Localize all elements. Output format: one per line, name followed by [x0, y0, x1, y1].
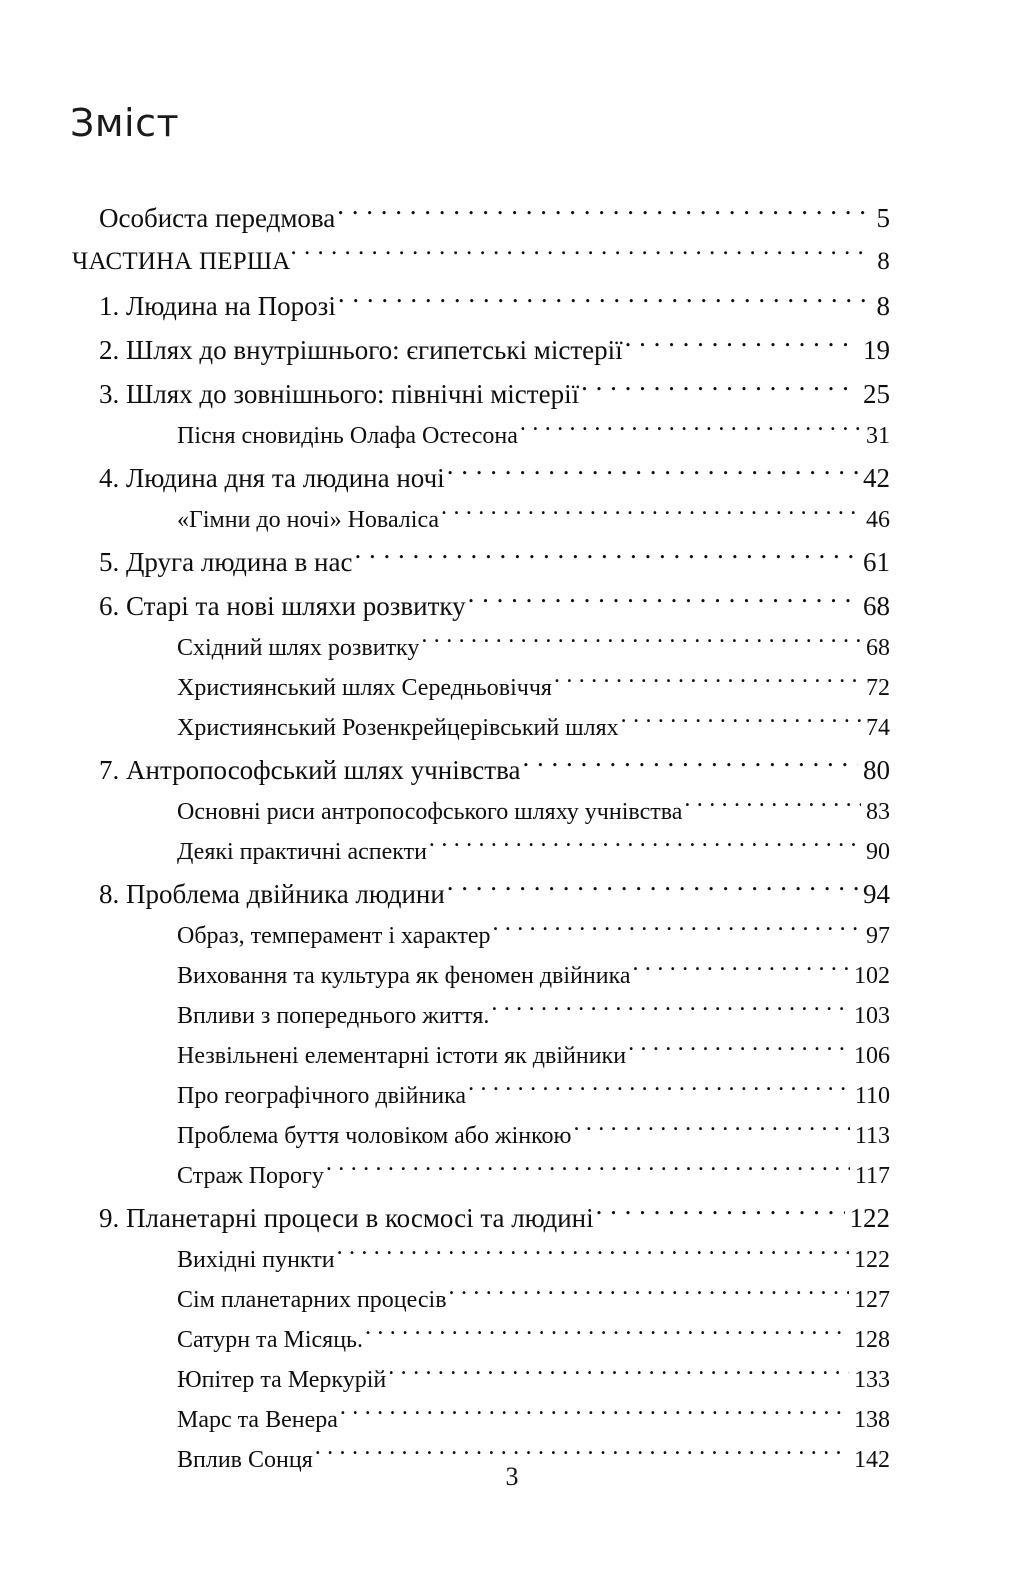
toc-entry-page-number: 8 [876, 291, 890, 321]
toc-entry-label: Сім планетарних процесів [177, 1287, 447, 1313]
dot-leader [596, 1200, 845, 1227]
toc-entry[interactable] [0, 1400, 1024, 1440]
toc-entry[interactable] [0, 916, 1024, 956]
toc-entry-label: Незвільнені елементарні істоти як двійники [177, 1043, 627, 1069]
dot-leader [365, 1323, 849, 1347]
toc-entry-page-number: 122 [854, 1247, 890, 1273]
toc-entry-label: 2. Шлях до внутрішнього: єгипетські містерії [99, 335, 623, 365]
toc-entry-page-number: 142 [854, 1447, 890, 1473]
toc-entry[interactable] [0, 372, 1024, 416]
toc-entry[interactable] [0, 1036, 1024, 1076]
toc-entry-label: Пісня сновидінь Олафа Остесона [177, 423, 518, 449]
dot-leader [340, 1403, 849, 1427]
toc-entry-page-number: 72 [866, 675, 890, 701]
toc-entry-page-number: 31 [866, 423, 890, 449]
toc-entry[interactable] [0, 628, 1024, 668]
toc-entry-label: 5. Друга людина в нас [99, 547, 353, 577]
toc-entry[interactable] [0, 1076, 1024, 1116]
toc-entry[interactable] [0, 456, 1024, 500]
dot-leader [573, 1119, 849, 1143]
toc-entry-page-number: 68 [866, 635, 890, 661]
toc-entry-page-number: 106 [854, 1043, 890, 1069]
dot-leader [468, 588, 858, 615]
dot-leader [633, 959, 849, 983]
dot-leader [684, 795, 861, 819]
dot-leader [522, 752, 858, 779]
toc-entry[interactable] [0, 240, 1024, 284]
dot-leader [447, 460, 858, 487]
toc-entry-page-number: 68 [863, 591, 890, 621]
dot-leader [441, 503, 861, 527]
toc-entry-label: Християнський Розенкрейцерівський шлях [177, 715, 619, 741]
toc-entry-label: 4. Людина дня та людина ночі [99, 463, 445, 493]
toc-entry[interactable] [0, 872, 1024, 916]
toc-entry-label: Вплив Сонця [177, 1447, 313, 1473]
toc-entry-page-number: 122 [849, 1203, 890, 1233]
toc-entry-label: Вихідні пункти [177, 1247, 335, 1273]
toc-entry-page-number: 5 [876, 203, 890, 233]
toc-entry-page-number: 127 [854, 1287, 890, 1313]
toc-entry-label: Деякі практичні аспекти [177, 839, 427, 865]
toc-entry-page-number: 102 [854, 963, 890, 989]
dot-leader [429, 835, 861, 859]
dot-leader [388, 1363, 849, 1387]
toc-entry-label: ЧАСТИНА ПЕРША [72, 248, 291, 275]
toc-entry-label: Страж Порогу [177, 1163, 324, 1189]
dot-leader [491, 999, 849, 1023]
toc-entry-page-number: 133 [854, 1367, 890, 1393]
toc-entry-label: Східний шлях розвитку [177, 635, 420, 661]
toc-entry-label: 3. Шлях до зовнішнього: північні містерії [99, 379, 580, 409]
toc-entry-page-number: 61 [863, 547, 890, 577]
dot-leader [468, 1079, 850, 1103]
toc-entry-page-number: 8 [877, 248, 890, 275]
toc-entry[interactable] [0, 1156, 1024, 1196]
toc-entry-label: Впливи з попереднього життя. [177, 1003, 490, 1029]
toc-entry-label: 8. Проблема двійника людини [99, 879, 445, 909]
toc-entry-page-number: 42 [863, 463, 890, 493]
toc-entry-page-number: 74 [866, 715, 890, 741]
toc-entry-label: 1. Людина на Порозі [99, 291, 336, 321]
toc-entry-page-number: 80 [863, 755, 890, 785]
toc-entry-page-number: 117 [854, 1163, 890, 1189]
toc-entry-label: 6. Старі та нові шляхи розвитку [99, 591, 466, 621]
page-folio: 3 [505, 1462, 519, 1491]
table-of-contents [0, 196, 1024, 1480]
toc-entry[interactable] [0, 1116, 1024, 1156]
toc-entry-label: Особиста передмова [99, 203, 336, 233]
dot-leader [554, 671, 861, 695]
toc-entry-label: Проблема буття чоловіком або жінкою [177, 1123, 572, 1149]
toc-entry-page-number: 25 [863, 379, 890, 409]
toc-entry-label: «Гімни до ночі» Новаліса [177, 507, 440, 533]
toc-entry-page-number: 138 [854, 1407, 890, 1433]
toc-entry-label: Сатурн та Місяць. [177, 1327, 363, 1353]
toc-entry[interactable] [0, 832, 1024, 872]
toc-entry[interactable] [0, 328, 1024, 372]
toc-entry-label: Про географічного двійника [177, 1083, 467, 1109]
toc-entry-page-number: 113 [854, 1123, 890, 1149]
toc-entry[interactable] [0, 1280, 1024, 1320]
dot-leader [449, 1283, 849, 1307]
dot-leader [421, 631, 861, 655]
toc-entry-page-number: 110 [854, 1083, 890, 1109]
dot-leader [354, 544, 858, 571]
toc-entry-label: Юпітер та Меркурій [177, 1367, 387, 1393]
toc-entry-label: Виховання та культура як феномен двійника [177, 963, 631, 989]
toc-entry-label: Марс та Венера [177, 1407, 338, 1433]
dot-leader [337, 200, 871, 227]
toc-entry-label: Християнський шлях Середньовіччя [177, 675, 552, 701]
toc-entry-page-number: 46 [866, 507, 890, 533]
toc-entry-page-number: 19 [863, 335, 890, 365]
toc-entry-label: Основні риси антропософського шляху учнівства [177, 799, 683, 825]
dot-leader [326, 1159, 850, 1183]
dot-leader [337, 1243, 849, 1267]
toc-entry-page-number: 103 [854, 1003, 890, 1029]
toc-entry-label: Образ, темперамент і характер [177, 923, 491, 949]
dot-leader [520, 419, 861, 443]
toc-entry[interactable] [0, 1360, 1024, 1400]
toc-entry-label: 9. Планетарні процеси в космосі та людині [99, 1203, 594, 1233]
dot-leader [581, 376, 858, 403]
toc-entry[interactable] [0, 956, 1024, 996]
page-title: Зміст [70, 101, 180, 145]
dot-leader [621, 711, 861, 735]
toc-entry[interactable] [0, 284, 1024, 328]
toc-entry[interactable] [0, 792, 1024, 832]
dot-leader [291, 244, 873, 269]
toc-entry[interactable] [0, 500, 1024, 540]
dot-leader [628, 1039, 849, 1063]
toc-entry[interactable] [0, 668, 1024, 708]
toc-entry[interactable] [0, 748, 1024, 792]
toc-entry-page-number: 83 [866, 799, 890, 825]
toc-entry[interactable] [0, 584, 1024, 628]
toc-entry[interactable] [0, 1320, 1024, 1360]
toc-entry-page-number: 90 [866, 839, 890, 865]
dot-leader [625, 332, 858, 359]
dot-leader [492, 919, 861, 943]
toc-entry[interactable] [0, 540, 1024, 584]
dot-leader [338, 288, 872, 315]
toc-entry-page-number: 94 [863, 879, 890, 909]
toc-entry-page-number: 128 [854, 1327, 890, 1353]
toc-entry-page-number: 97 [866, 923, 890, 949]
toc-entry[interactable] [0, 1240, 1024, 1280]
toc-entry[interactable] [0, 996, 1024, 1036]
toc-entry[interactable] [0, 708, 1024, 748]
toc-entry[interactable] [0, 416, 1024, 456]
dot-leader [447, 876, 858, 903]
toc-entry-label: 7. Антропософський шлях учнівства [99, 755, 521, 785]
toc-entry[interactable] [0, 1196, 1024, 1240]
toc-entry[interactable] [0, 196, 1024, 240]
